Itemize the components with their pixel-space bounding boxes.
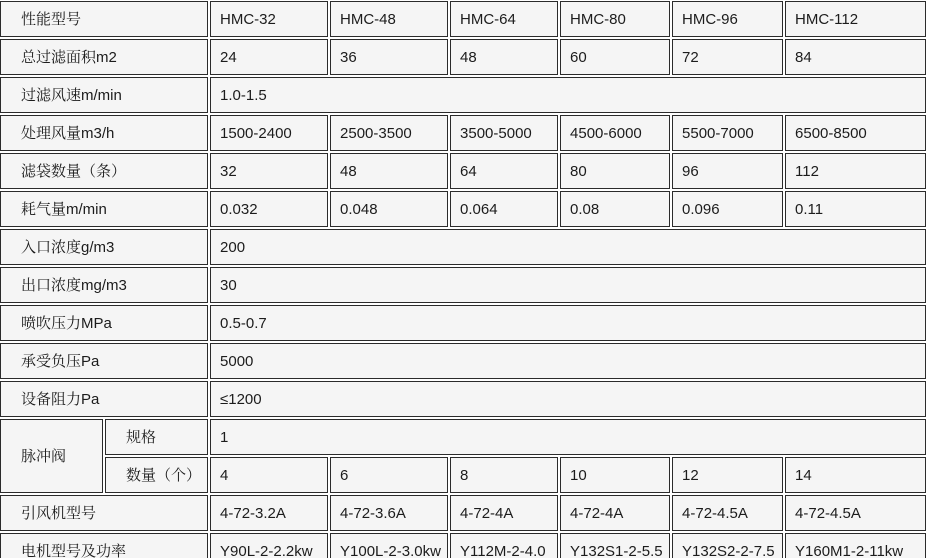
cell-value: 60 [560, 39, 670, 75]
cell-value: Y132S1-2-5.5 [560, 533, 670, 558]
cell-value: 96 [672, 153, 783, 189]
cell-value: 4-72-4.5A [785, 495, 926, 531]
cell-value: 112 [785, 153, 926, 189]
table-row-pulse-valve-quantity [0, 457, 926, 493]
cell-value: 0.032 [210, 191, 328, 227]
cell-value: 6500-8500 [785, 115, 926, 151]
row-sub-label: 数量（个） [105, 457, 208, 493]
cell-value: 0.11 [785, 191, 926, 227]
table-row-outlet-concentration [0, 267, 926, 303]
table-row-motor-model-power [0, 533, 926, 558]
row-label: 总过滤面积m2 [0, 39, 208, 75]
cell-value: 0.048 [330, 191, 448, 227]
row-label: 电机型号及功率 [0, 533, 208, 558]
row-label: 喷吹压力MPa [0, 305, 208, 341]
cell-value: 4500-6000 [560, 115, 670, 151]
cell-value: Y90L-2-2.2kw [210, 533, 328, 558]
cell-value: 12 [672, 457, 783, 493]
cell-value: Y112M-2-4.0 [450, 533, 558, 558]
table-row-equipment-resistance [0, 381, 926, 417]
cell-value: 64 [450, 153, 558, 189]
cell-value: 4-72-3.2A [210, 495, 328, 531]
cell-value: 4-72-4A [560, 495, 670, 531]
row-label: 处理风量m3/h [0, 115, 208, 151]
table-row-injection-pressure [0, 305, 926, 341]
cell-value: 14 [785, 457, 926, 493]
cell-value-spanning: 1 [210, 419, 926, 455]
table-row-air-consumption [0, 191, 926, 227]
row-label: 耗气量m/min [0, 191, 208, 227]
cell-value: 10 [560, 457, 670, 493]
row-label: 出口浓度mg/m3 [0, 267, 208, 303]
cell-value: 1500-2400 [210, 115, 328, 151]
cell-value: 4-72-4A [450, 495, 558, 531]
cell-value: 0.064 [450, 191, 558, 227]
table-row-negative-pressure [0, 343, 926, 379]
cell-value: 48 [330, 153, 448, 189]
row-label: 承受负压Pa [0, 343, 208, 379]
row-label: 引风机型号 [0, 495, 208, 531]
row-label: 滤袋数量（条） [0, 153, 208, 189]
row-label: 入口浓度g/m3 [0, 229, 208, 265]
cell-value: 48 [450, 39, 558, 75]
cell-value: 3500-5000 [450, 115, 558, 151]
cell-value: 84 [785, 39, 926, 75]
cell-value: HMC-48 [330, 1, 448, 37]
table-row-bag-count [0, 153, 926, 189]
cell-value: 4-72-4.5A [672, 495, 783, 531]
row-label: 性能型号 [0, 1, 208, 37]
row-label: 过滤风速m/min [0, 77, 208, 113]
cell-value: HMC-64 [450, 1, 558, 37]
table-row-fan-model [0, 495, 926, 531]
table-row-filter-area [0, 39, 926, 75]
cell-value: 72 [672, 39, 783, 75]
cell-value: 8 [450, 457, 558, 493]
cell-value: 0.08 [560, 191, 670, 227]
cell-value: 24 [210, 39, 328, 75]
row-sub-label: 规格 [105, 419, 208, 455]
cell-value: HMC-112 [785, 1, 926, 37]
cell-value-spanning: 200 [210, 229, 926, 265]
cell-value: 32 [210, 153, 328, 189]
cell-value: 2500-3500 [330, 115, 448, 151]
cell-value-spanning: ≤1200 [210, 381, 926, 417]
cell-value: 6 [330, 457, 448, 493]
cell-value-spanning: 5000 [210, 343, 926, 379]
cell-value: 4 [210, 457, 328, 493]
cell-value-spanning: 30 [210, 267, 926, 303]
cell-value: HMC-96 [672, 1, 783, 37]
cell-value: HMC-32 [210, 1, 328, 37]
table-row-filter-speed [0, 77, 926, 113]
row-label: 设备阻力Pa [0, 381, 208, 417]
cell-value: 36 [330, 39, 448, 75]
cell-value: 4-72-3.6A [330, 495, 448, 531]
cell-value: 80 [560, 153, 670, 189]
cell-value: Y160M1-2-11kw [785, 533, 926, 558]
table-row-air-volume [0, 115, 926, 151]
cell-value: Y132S2-2-7.5 [672, 533, 783, 558]
table-row-model [0, 1, 926, 37]
table-row-pulse-valve-spec [0, 419, 926, 455]
cell-value: 0.096 [672, 191, 783, 227]
cell-value-spanning: 0.5-0.7 [210, 305, 926, 341]
cell-value: HMC-80 [560, 1, 670, 37]
table-row-inlet-concentration [0, 229, 926, 265]
cell-value: Y100L-2-3.0kw [330, 533, 448, 558]
pulse-valve-group-label: 脉冲阀 [0, 419, 103, 493]
cell-value-spanning: 1.0-1.5 [210, 77, 926, 113]
cell-value: 5500-7000 [672, 115, 783, 151]
